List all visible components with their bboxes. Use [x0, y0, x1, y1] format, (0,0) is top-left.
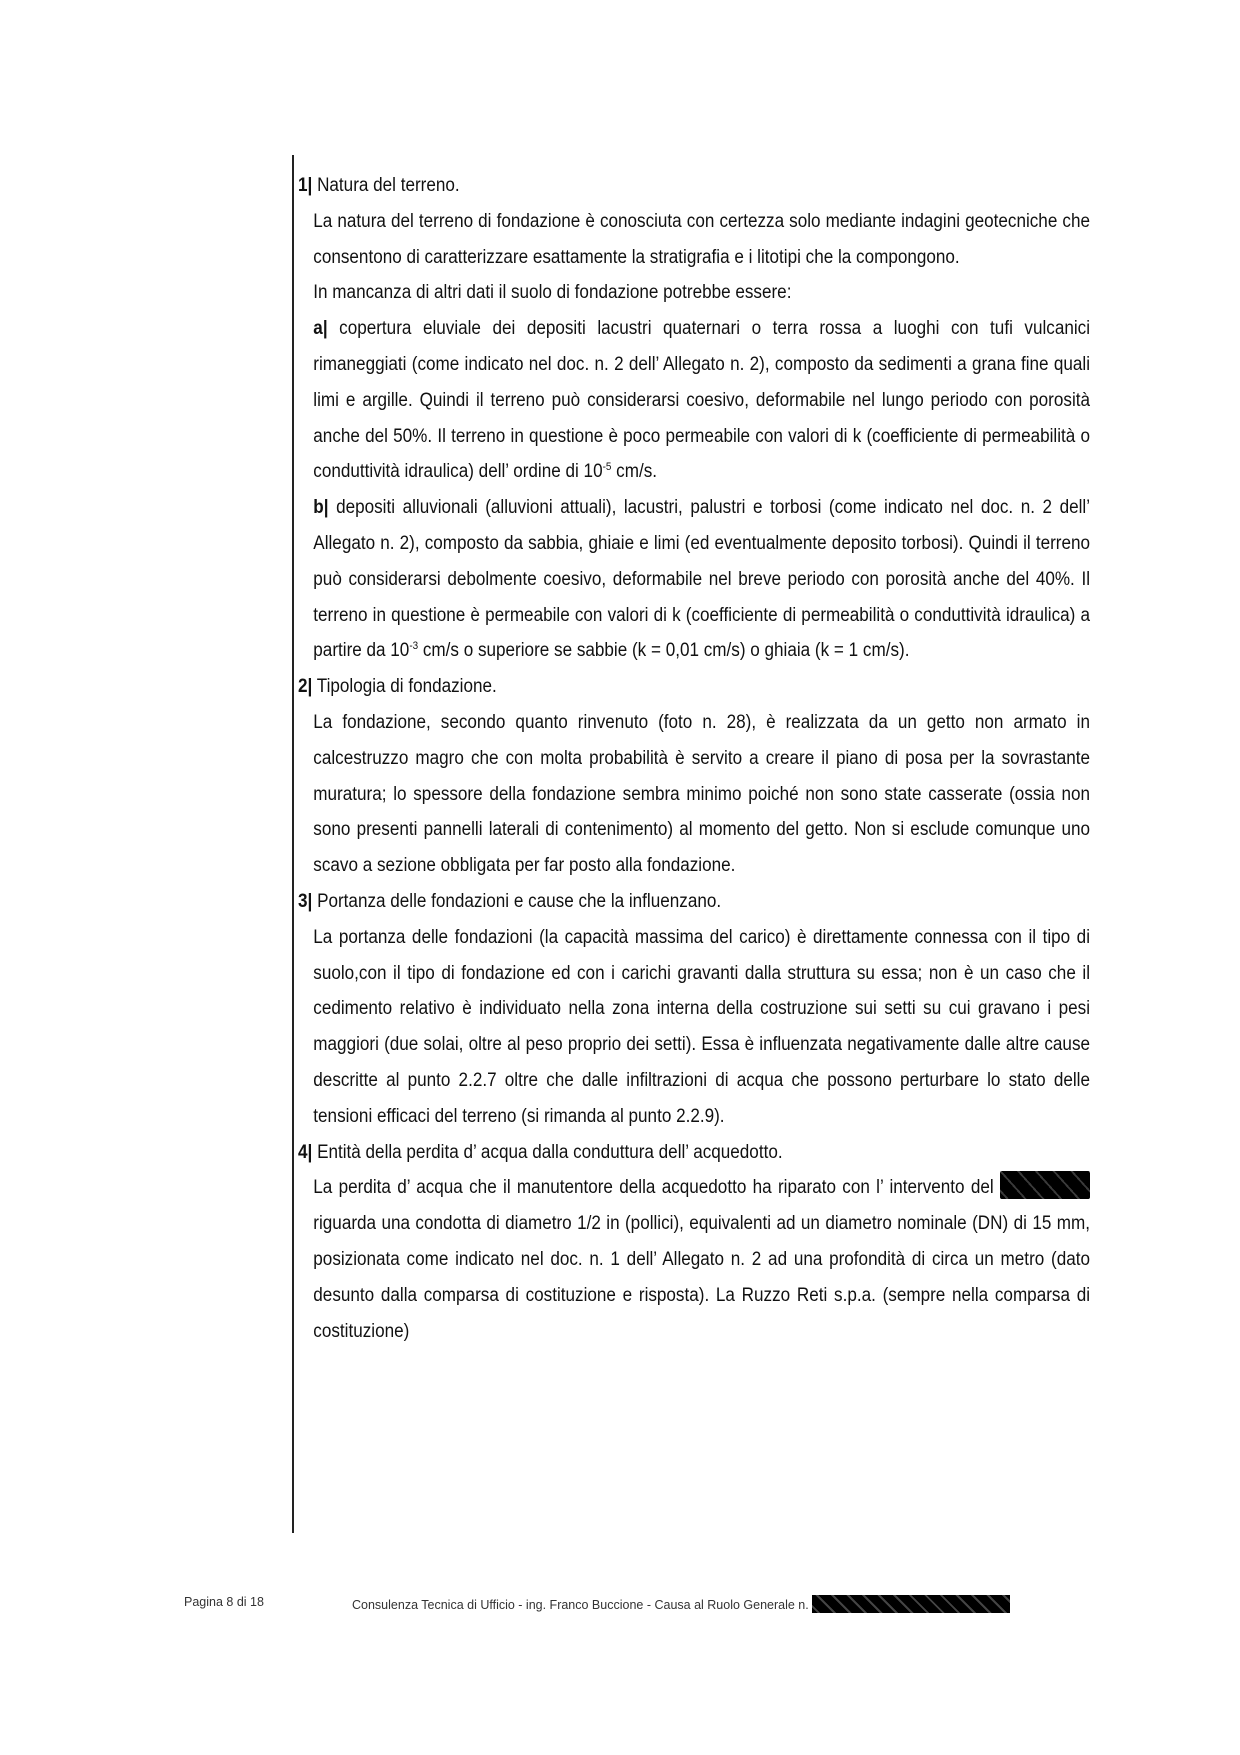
section-heading-2: 2| Tipologia di fondazione. — [298, 676, 497, 698]
section-number: 3| — [298, 890, 313, 912]
margin-rule — [292, 155, 294, 1533]
paragraph: La portanza delle fondazioni (la capacità massima del carico) è direttamente connessa con il tipo di suolo,con il tipo di fondazione ed con i carichi gravanti dalla struttura su essa; non è un caso che il cedimento relativo è individuato nella zona interna della costruzione sui setti su cui gravano i pesi maggiori (due solai, oltre al peso proprio dei setti). Essa è influenzata negativamente dalle altre cause descritte al punto 2.2.7 oltre che dalle infiltrazioni di acqua che possono perturbare lo stato delle tensioni efficaci del terreno (si rimanda al punto 2.2.9). — [313, 926, 1090, 1127]
section-heading-1: 1| Natura del terreno. — [298, 175, 460, 196]
section-number: 4| — [298, 1141, 313, 1163]
sub-item-label: b| — [313, 497, 329, 519]
section-number: 2| — [298, 676, 313, 698]
section-heading-4: 4| Entità della perdita d’ acqua dalla conduttura dell’ acquedotto. — [298, 1141, 783, 1163]
footer-caption: Consulenza Tecnica di Ufficio - ing. Franco Buccione - Causa al Ruolo Generale n. — [352, 1595, 1010, 1613]
paragraph: La fondazione, secondo quanto rinvenuto (foto n. 28), è realizzata da un getto non armato in calcestruzzo magro che con molta probabilità è servito a creare il piano di posa per la sovrastante muratura; lo spessore della fondazione sembra minimo poiché non sono state casserate (ossia non sono presenti pannelli laterali di contenimento) al momento del getto. Non si esclude comunque uno scavo a sezione obbligata per far posto alla fondazione. — [313, 711, 1090, 877]
sub-item-label: a| — [313, 318, 328, 340]
page-number: Pagina 8 di 18 — [184, 1595, 264, 1609]
sub-item-a: a| copertura eluviale dei depositi lacustri quaternari o terra rossa a luoghi con tufi vulcanici rimaneggiati (come indicato nel doc. n. 2 dell’ Allegato n. 2), composto da sedimenti a grana fine quali limi e argille. Quindi il terreno può considerarsi coesivo, deformabile nel lungo periodo con porosità anche del 50%. Il terreno in questione è poco permeabile con valori di k (coefficiente di permeabilità o conduttività idraulica) dell’ ordine di $10^{-5}$ cm/s. — [313, 318, 1090, 483]
sub-item-b: b| depositi alluvionali (alluvioni attuali), lacustri, palustri e torbosi (come indicato nel doc. n. 2 dell’ Allegato n. 2), composto da sabbia, ghiaie e limi (ed eventualmente deposito torbosi). Quindi il terreno può considerarsi debolmente coesivo, deformabile nel breve periodo con porosità anche del 40%. Il terreno in questione è permeabile con valori di k (coefficiente di permeabilità o conduttività idraulica) a partire da $10^{-3}$ cm/s o superiore se sabbie (k = 0,01 cm/s) o ghiaia (k = 1 cm/s). — [313, 497, 1090, 662]
redacted-block — [812, 1595, 1010, 1613]
section-heading-3: 3| Portanza delle fondazioni e cause che la influenzano. — [298, 890, 722, 912]
redacted-block — [1000, 1171, 1090, 1199]
section-number: 1| — [298, 175, 313, 196]
document-body — [298, 168, 1090, 1349]
paragraph: La natura del terreno di fondazione è conosciuta con certezza solo mediante indagini geotecniche che consentono di caratterizzare esattamente la stratigrafia e i litotipi che la compongono. — [313, 210, 1090, 268]
paragraph: In mancanza di altri dati il suolo di fondazione potrebbe essere: — [313, 282, 792, 304]
paragraph: La perdita d’ acqua che il manutentore della acquedotto ha riparato con l’ intervento del riguarda una condotta di diametro 1/2 in (pollici), equivalenti ad un diametro nominale (DN) di 15 mm, posizionata come indicato nel doc. n. 1 dell’ Allegato n. 2 ad una profondità di circa un metro (dato desunto dalla comparsa di costituzione e risposta). La Ruzzo Reti s.p.a. (sempre nella comparsa di costituzione) — [298, 1170, 1090, 1349]
